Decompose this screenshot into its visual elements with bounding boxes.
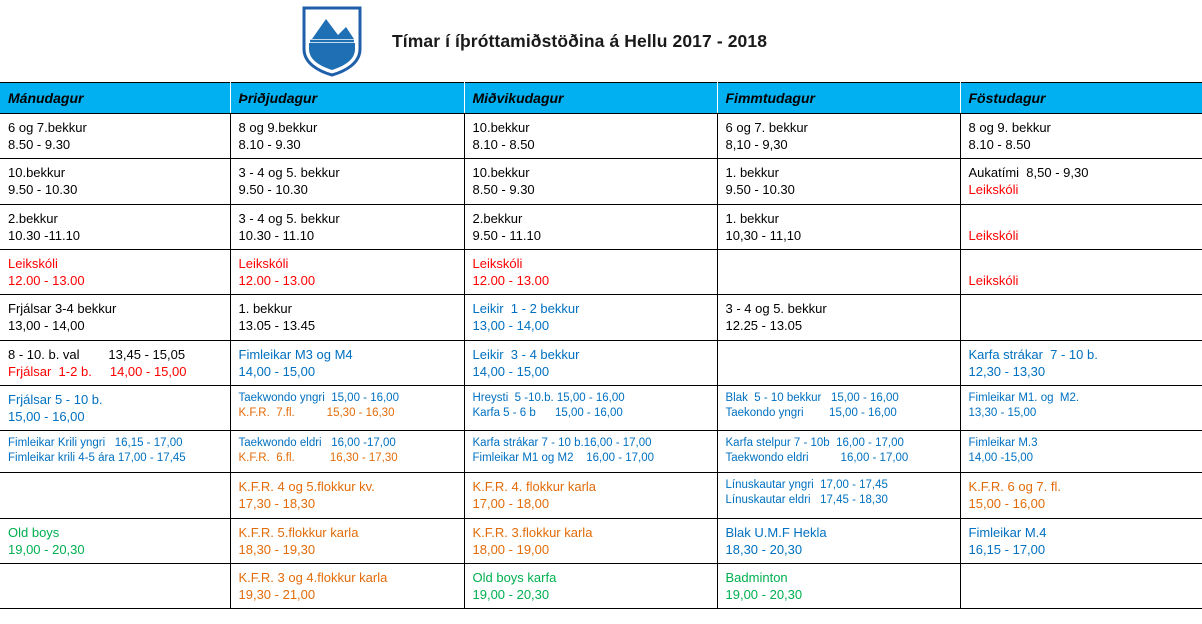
cell-line: 14,00 -15,00	[968, 452, 1034, 465]
cell-line: 13,00 - 14,00	[472, 318, 550, 334]
cell-line: Taekwondo eldri 16,00 - 17,00	[725, 452, 909, 465]
schedule-cell	[230, 114, 464, 159]
cell-line: 12.00 - 13.00	[238, 273, 316, 289]
cell-line: 19,00 - 20,30	[725, 586, 803, 602]
schedule-cell	[464, 431, 717, 473]
schedule-cell	[0, 204, 230, 249]
cell-line: Leikskóli	[968, 273, 1019, 289]
cell-line: Leikir 3 - 4 bekkur	[472, 346, 580, 362]
schedule-cell	[960, 114, 1202, 159]
cell-line: 18,30 - 19,30	[238, 541, 316, 557]
table-row	[0, 431, 1202, 473]
cell-line: 9.50 - 10.30	[238, 182, 308, 198]
cell-line	[726, 346, 954, 363]
cell-line: 1. bekkur	[725, 210, 779, 226]
cell-line: Leikskóli	[8, 255, 58, 271]
cell-line: 18,30 - 20,30	[725, 541, 803, 557]
column-header-friday: Föstudagur	[960, 83, 1202, 114]
cell-line: 1. bekkur	[725, 165, 779, 181]
cell-line: Fimleikar M1 og M2 16,00 - 17,00	[472, 452, 655, 465]
column-header-thursday: Fimmtudagur	[717, 83, 960, 114]
schedule-table	[0, 82, 1202, 609]
schedule-cell	[0, 249, 230, 294]
cell-line: Línuskautar yngri 17,00 - 17,45	[725, 479, 888, 492]
cell-line: Fimleikar krili 4-5 ára 17,00 - 17,45	[8, 452, 186, 465]
schedule-cell	[230, 563, 464, 608]
cell-line: 14,00 - 15,00	[238, 363, 316, 379]
cell-line: Blak 5 - 10 bekkur 15,00 - 16,00	[725, 391, 899, 404]
schedule-cell	[717, 340, 960, 385]
schedule-cell	[230, 385, 464, 430]
municipal-crest-icon	[300, 5, 364, 77]
schedule-cell	[464, 340, 717, 385]
cell-line: K.F.R. 3 og 4.flokkur karla	[238, 569, 388, 585]
schedule-cell	[230, 473, 464, 518]
cell-line	[969, 569, 1197, 586]
schedule-cell	[717, 114, 960, 159]
cell-line: 9.50 - 11.10	[472, 227, 541, 243]
schedule-cell	[0, 159, 230, 204]
cell-line: 17,30 - 18,30	[238, 496, 316, 512]
schedule-cell	[0, 295, 230, 340]
cell-line: Taekwondo yngri 15,00 - 16,00	[238, 391, 399, 404]
cell-line: K.F.R. 4. flokkur karla	[472, 479, 597, 495]
schedule-cell	[464, 385, 717, 430]
cell-line: Karfa stelpur 7 - 10b 16,00 - 17,00	[725, 437, 904, 450]
cell-line: 6 og 7. bekkur	[725, 120, 808, 135]
cell-line: 8 - 10. b. val 13,45 - 15,05	[8, 346, 186, 362]
schedule-cell	[230, 295, 464, 340]
schedule-cell	[0, 114, 230, 159]
cell-line: K.F.R. 6 og 7. fl.	[968, 479, 1061, 495]
cell-line	[969, 255, 1197, 272]
schedule-cell	[717, 204, 960, 249]
cell-line: Badminton	[725, 569, 788, 585]
schedule-cell	[464, 563, 717, 608]
cell-line: 12.00 - 13.00	[8, 273, 85, 289]
cell-line: K.F.R. 4 og 5.flokkur kv.	[238, 479, 375, 495]
cell-line	[969, 300, 1197, 317]
cell-line: 10.bekkur	[472, 120, 530, 135]
schedule-cell	[464, 518, 717, 563]
schedule-cell	[717, 563, 960, 608]
cell-line: Frjálsar 1-2 b. 14,00 - 15,00	[8, 363, 187, 379]
schedule-cell	[717, 295, 960, 340]
cell-line: Taekwondo eldri 16,00 -17,00	[238, 437, 396, 450]
cell-line: Taekondo yngri 15,00 - 16,00	[725, 407, 897, 420]
schedule-cell	[960, 204, 1202, 249]
schedule-cell	[717, 385, 960, 430]
cell-line: 8.10 - 8.50	[968, 137, 1031, 153]
cell-line: K.F.R. 3.flokkur karla	[472, 524, 593, 540]
schedule-cell	[960, 385, 1202, 430]
cell-line: 15,00 - 16,00	[968, 496, 1046, 512]
cell-line: K.F.R. 6.fl. 16,30 - 17,30	[238, 452, 398, 465]
column-header-tuesday: Þriðjudagur	[230, 83, 464, 114]
cell-line: 2.bekkur	[8, 210, 58, 226]
cell-line: Línuskautar eldri 17,45 - 18,30	[725, 494, 888, 507]
cell-line: 19,00 - 20,30	[8, 541, 85, 557]
cell-line	[726, 255, 954, 272]
cell-line: 8 og 9. bekkur	[968, 120, 1051, 135]
page-title: Tímar í íþróttamiðstöðina á Hellu 2017 - 2018	[392, 30, 768, 51]
schedule-cell	[717, 473, 960, 518]
cell-line: 10,30 - 11,10	[725, 227, 802, 243]
cell-line: Fimleikar M.4	[968, 524, 1047, 540]
cell-line: Old boys	[8, 524, 60, 540]
cell-line: 16,15 - 17,00	[968, 541, 1046, 557]
schedule-cell	[960, 431, 1202, 473]
schedule-cell	[230, 159, 464, 204]
cell-line: 10.30 - 11.10	[238, 227, 315, 243]
cell-line: Fimleikar M.3	[968, 437, 1038, 450]
schedule-cell	[717, 249, 960, 294]
schedule-cell	[960, 340, 1202, 385]
schedule-cell	[0, 431, 230, 473]
schedule-cell	[230, 249, 464, 294]
schedule-cell	[960, 249, 1202, 294]
column-header-wednesday: Miðvikudagur	[464, 83, 717, 114]
cell-line: 13,30 - 15,00	[968, 407, 1037, 420]
cell-line: Fimleikar M3 og M4	[238, 346, 353, 362]
cell-line: Karfa strákar 7 - 10 b.16,00 - 17,00	[472, 437, 652, 450]
schedule-cell	[0, 385, 230, 430]
page-header	[0, 0, 1202, 82]
column-header-monday: Mánudagur	[0, 83, 230, 114]
schedule-cell	[464, 114, 717, 159]
table-body	[0, 114, 1202, 609]
cell-line: 14,00 - 15,00	[472, 363, 550, 379]
schedule-cell	[960, 563, 1202, 608]
schedule-cell	[464, 204, 717, 249]
cell-line: Leikskóli	[968, 227, 1019, 243]
cell-line: 12,30 - 13,30	[968, 363, 1046, 379]
cell-line: 18,00 - 19,00	[472, 541, 550, 557]
cell-line: 8.10 - 8.50	[472, 137, 535, 153]
cell-line: 12.25 - 13.05	[725, 318, 803, 334]
cell-line: 6 og 7.bekkur	[8, 120, 87, 135]
cell-line: 3 - 4 og 5. bekkur	[725, 301, 827, 317]
cell-line: 8.50 - 9.30	[472, 182, 535, 198]
cell-line: 8.50 - 9.30	[8, 137, 71, 153]
cell-line: K.F.R. 5.flokkur karla	[238, 524, 359, 540]
table-row	[0, 114, 1202, 159]
cell-line: 8.10 - 9.30	[238, 137, 301, 153]
schedule-cell	[0, 518, 230, 563]
cell-line: Karfa strákar 7 - 10 b.	[968, 346, 1098, 362]
cell-line: 17,00 - 18,00	[472, 496, 550, 512]
cell-line: 8,10 - 9,30	[725, 137, 788, 153]
cell-line: 15,00 - 16,00	[8, 409, 85, 425]
cell-line: Leikskóli	[968, 182, 1019, 198]
cell-line: Karfa 5 - 6 b 15,00 - 16,00	[472, 407, 623, 420]
cell-line: 19,30 - 21,00	[238, 586, 316, 602]
schedule-cell	[464, 295, 717, 340]
table-row	[0, 295, 1202, 340]
schedule-cell	[230, 204, 464, 249]
schedule-cell	[0, 473, 230, 518]
schedule-cell	[960, 518, 1202, 563]
cell-line: 13.05 - 13.45	[238, 318, 316, 334]
schedule-cell	[717, 159, 960, 204]
cell-line	[8, 569, 224, 586]
cell-line: 8 og 9.bekkur	[238, 120, 318, 135]
schedule-cell	[230, 518, 464, 563]
schedule-cell	[960, 159, 1202, 204]
cell-line: Hreysti 5 -10.b. 15,00 - 16,00	[472, 391, 625, 404]
cell-line: Frjálsar 5 - 10 b.	[8, 391, 103, 407]
cell-line	[969, 210, 1197, 227]
cell-line: 10.bekkur	[8, 165, 66, 181]
schedule-cell	[960, 295, 1202, 340]
cell-line: Old boys karfa	[472, 569, 557, 585]
table-row	[0, 204, 1202, 249]
cell-line: Frjálsar 3-4 bekkur	[8, 301, 117, 317]
schedule-cell	[717, 518, 960, 563]
table-row	[0, 385, 1202, 430]
cell-line: 3 - 4 og 5. bekkur	[238, 210, 340, 226]
cell-line: 1. bekkur	[238, 301, 292, 317]
cell-line: Leikskóli	[238, 255, 289, 271]
table-row	[0, 159, 1202, 204]
cell-line: 9.50 - 10.30	[8, 182, 78, 198]
cell-line	[8, 478, 224, 495]
table-row	[0, 340, 1202, 385]
cell-line: Aukatími 8,50 - 9,30	[968, 165, 1089, 181]
schedule-cell	[230, 431, 464, 473]
table-row	[0, 473, 1202, 518]
schedule-cell	[464, 159, 717, 204]
cell-line: Fimleikar Krili yngri 16,15 - 17,00	[8, 437, 183, 450]
cell-line: Leikir 1 - 2 bekkur	[472, 301, 580, 317]
table-row	[0, 518, 1202, 563]
table-row	[0, 563, 1202, 608]
cell-line: 19,00 - 20,30	[472, 586, 550, 602]
cell-line: Blak U.M.F Hekla	[725, 524, 827, 540]
cell-line: Leikskóli	[472, 255, 523, 271]
schedule-cell	[0, 563, 230, 608]
cell-line: K.F.R. 7.fl. 15,30 - 16,30	[238, 407, 395, 420]
schedule-cell	[960, 473, 1202, 518]
cell-line: 10.bekkur	[472, 165, 530, 181]
cell-line: Fimleikar M1. og M2.	[968, 391, 1080, 404]
table-header-row	[0, 83, 1202, 114]
cell-line: 2.bekkur	[472, 210, 523, 226]
schedule-cell	[717, 431, 960, 473]
schedule-cell	[0, 340, 230, 385]
cell-line: 10.30 -11.10	[8, 227, 81, 243]
cell-line: 3 - 4 og 5. bekkur	[238, 165, 340, 181]
cell-line: 12.00 - 13.00	[472, 273, 550, 289]
schedule-cell	[230, 340, 464, 385]
cell-line: 9.50 - 10.30	[725, 182, 795, 198]
table-row	[0, 249, 1202, 294]
schedule-cell	[464, 473, 717, 518]
schedule-cell	[464, 249, 717, 294]
cell-line: 13,00 - 14,00	[8, 318, 85, 334]
